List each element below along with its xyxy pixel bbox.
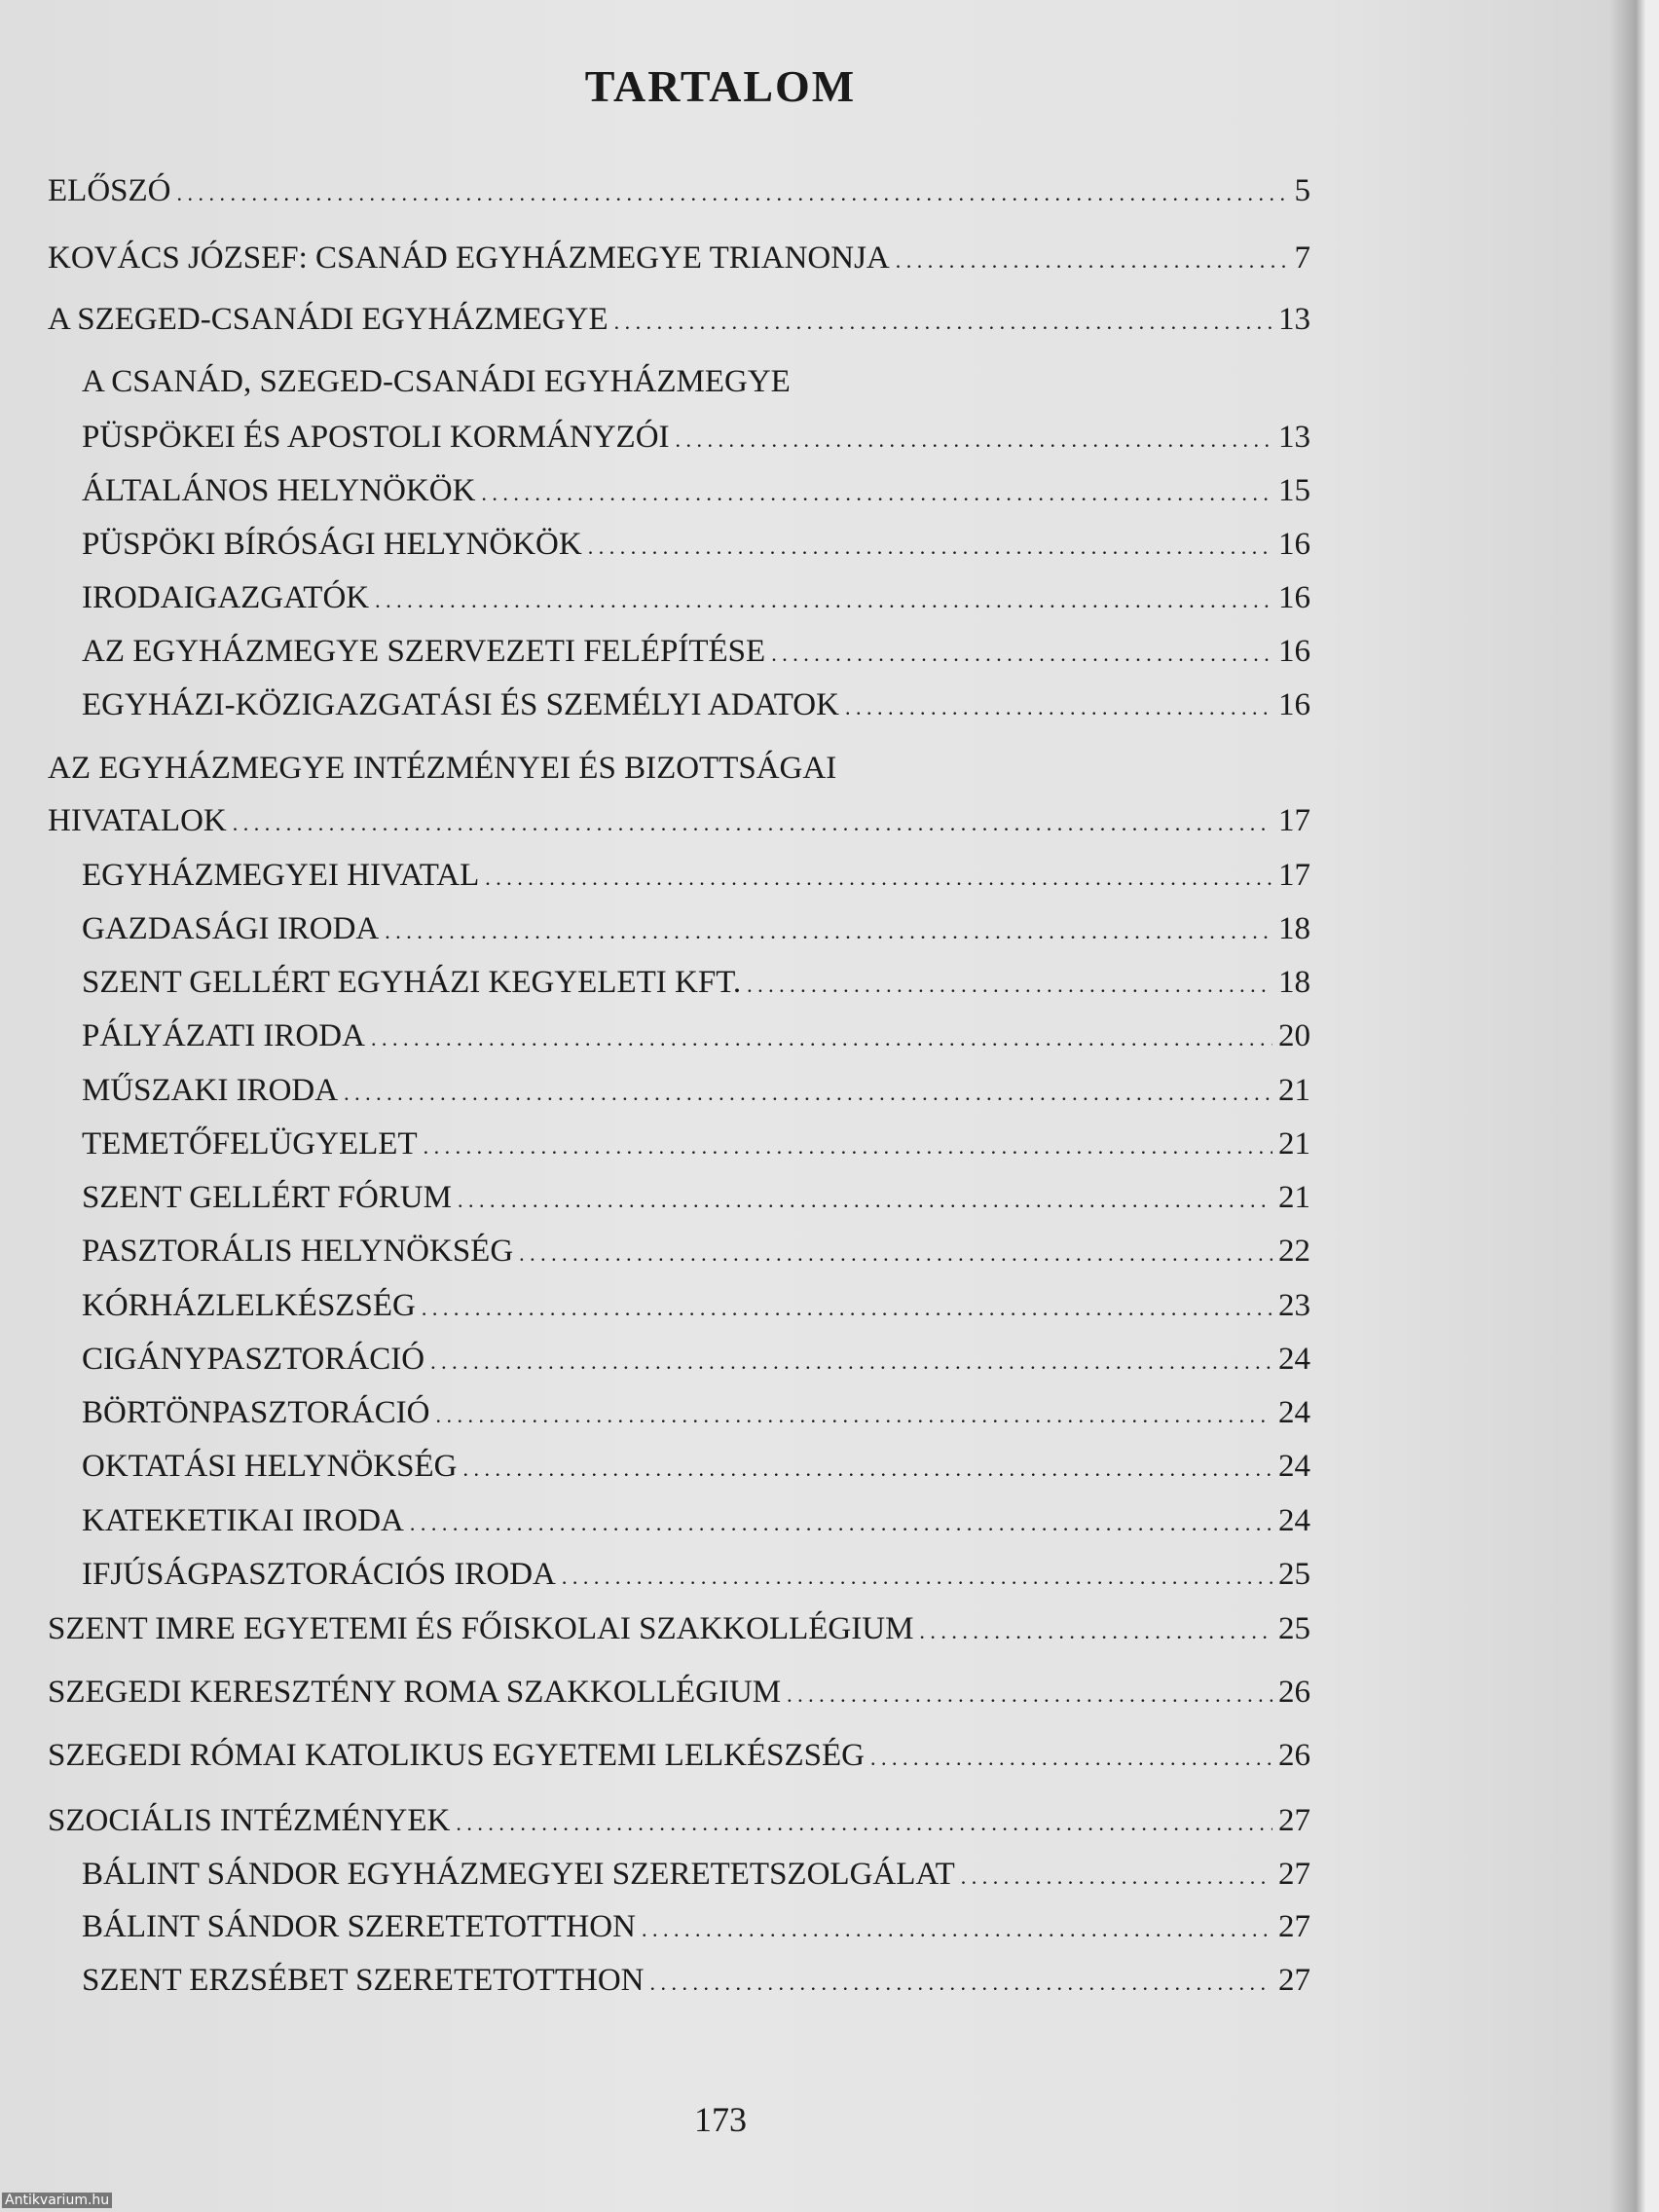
toc-entry-page: 24: [1278, 1395, 1310, 1430]
toc-entry-label: TEMETŐFELÜGYELET: [82, 1126, 418, 1161]
toc-entry-page: 26: [1278, 1738, 1310, 1773]
dot-leader: [588, 525, 1272, 567]
toc-entry: [48, 1609, 1310, 1648]
dot-leader: [919, 1609, 1272, 1651]
toc-entry: [82, 1340, 1310, 1379]
toc-entry-label: IRODAIGAZGATÓK: [82, 580, 370, 615]
dot-leader: [430, 1340, 1272, 1382]
dot-leader: [562, 1555, 1272, 1597]
dot-leader: [375, 578, 1272, 620]
page-title: TARTALOM: [584, 61, 857, 111]
page-number: 173: [694, 2100, 747, 2139]
toc-entry-page: 23: [1278, 1288, 1310, 1323]
dot-leader: [845, 685, 1272, 727]
dot-leader: [462, 1447, 1272, 1489]
toc-entry-label: SZENT ERZSÉBET SZERETETOTTHON: [82, 1963, 645, 1998]
toc-entry-label: AZ EGYHÁZMEGYE SZERVEZETI FELÉPÍTÉSE: [82, 634, 766, 669]
toc-entry-label: BÁLINT SÁNDOR EGYHÁZMEGYEI SZERETETSZOLGÁLAT: [82, 1857, 955, 1892]
toc-entry-label: EGYHÁZMEGYEI HIVATAL: [82, 858, 480, 893]
toc-entry-page: 21: [1278, 1126, 1310, 1161]
dot-leader: [410, 1501, 1272, 1543]
toc-entry-page: 7: [1294, 240, 1310, 276]
dot-leader: [961, 1855, 1272, 1897]
toc-entry: [48, 1801, 1310, 1840]
toc-entry: [82, 1232, 1310, 1271]
toc-entry-label: OKTATÁSI HELYNÖKSÉG: [82, 1449, 458, 1484]
toc-entry: [82, 1178, 1310, 1217]
dot-leader: [519, 1232, 1272, 1273]
dot-leader: [771, 632, 1272, 674]
toc-entry: [48, 171, 1310, 210]
toc-entry-label: KÓRHÁZLELKÉSZSÉG: [82, 1288, 416, 1323]
toc-entry: [82, 856, 1310, 895]
toc-entry: [48, 749, 1310, 788]
toc-entry-label: BÖRTÖNPASZTORÁCIÓ: [82, 1395, 430, 1430]
toc-entry: [82, 1555, 1310, 1594]
toc-entry-page: 16: [1278, 634, 1310, 669]
toc-entry-label: SZENT IMRE EGYETEMI ÉS FŐISKOLAI SZAKKOLLÉGIUM: [48, 1611, 914, 1646]
toc-entry: [82, 1961, 1310, 2000]
toc-entry-page: 13: [1278, 302, 1310, 337]
toc-entry: [82, 963, 1310, 1002]
toc-entry: [82, 685, 1310, 724]
dot-leader: [456, 1801, 1272, 1843]
toc-entry-page: 18: [1278, 965, 1310, 1000]
toc-entry: [82, 418, 1310, 457]
dot-leader: [485, 856, 1272, 898]
toc-entry-label: SZENT GELLÉRT FÓRUM: [82, 1180, 452, 1215]
dot-leader: [233, 801, 1272, 843]
toc-entry-label: MŰSZAKI IRODA: [82, 1073, 339, 1108]
dot-leader: [896, 239, 1285, 280]
dot-leader: [424, 1124, 1272, 1166]
toc-entry-page: 24: [1278, 1342, 1310, 1377]
toc-entry: [82, 578, 1310, 617]
toc-entry-page: 16: [1278, 580, 1310, 615]
toc-entry: [82, 1016, 1310, 1055]
toc-entry: [48, 1673, 1310, 1712]
toc-entry-page: 27: [1278, 1857, 1310, 1892]
toc-entry: [82, 1907, 1310, 1946]
toc-entry-label: SZEGEDI KERESZTÉNY ROMA SZAKKOLLÉGIUM: [48, 1675, 782, 1710]
toc-entry: [48, 239, 1310, 277]
toc-entry-page: 25: [1278, 1557, 1310, 1592]
toc-entry-label: ÁLTALÁNOS HELYNÖKÖK: [82, 473, 476, 508]
toc-entry-page: 17: [1278, 858, 1310, 893]
dot-leader: [642, 1907, 1272, 1949]
toc-entry-page: 18: [1278, 911, 1310, 946]
toc-entry-label: A SZEGED-CSANÁDI EGYHÁZMEGYE: [48, 302, 608, 337]
toc-entry-page: 27: [1278, 1963, 1310, 1998]
dot-leader: [870, 1736, 1272, 1778]
toc-entry-label: PASZTORÁLIS HELYNÖKSÉG: [82, 1234, 514, 1269]
toc-entry-label: KATEKETIKAI IRODA: [82, 1503, 404, 1538]
toc-entry-page: 5: [1294, 173, 1310, 208]
dot-leader: [177, 171, 1286, 213]
toc-entry-label: KOVÁCS JÓZSEF: CSANÁD EGYHÁZMEGYE TRIANONJA: [48, 240, 890, 276]
toc-entry-page: 13: [1278, 420, 1310, 455]
toc-entry-page: 26: [1278, 1675, 1310, 1710]
toc-entry-label: BÁLINT SÁNDOR SZERETETOTTHON: [82, 1909, 636, 1944]
dot-leader: [787, 1673, 1272, 1714]
dot-leader: [676, 418, 1272, 460]
toc-entry-label: AZ EGYHÁZMEGYE INTÉZMÉNYEI ÉS BIZOTTSÁGAI: [48, 751, 837, 786]
dot-leader: [481, 471, 1272, 513]
toc-entry-label: SZOCIÁLIS INTÉZMÉNYEK: [48, 1803, 451, 1838]
toc-entry-label: SZENT GELLÉRT EGYHÁZI KEGYELETI KFT.: [82, 965, 742, 1000]
toc-entry: [82, 1286, 1310, 1325]
toc-entry: [82, 1071, 1310, 1110]
toc-entry-label: IFJÚSÁGPASZTORÁCIÓS IRODA: [82, 1557, 556, 1592]
toc-entry: [82, 525, 1310, 564]
dot-leader: [344, 1071, 1272, 1113]
toc-entry-page: 24: [1278, 1503, 1310, 1538]
toc-entry-label: HIVATALOK: [48, 803, 227, 838]
toc-entry-page: 20: [1278, 1018, 1310, 1053]
toc-entry: [82, 1393, 1310, 1432]
toc-entry-label: PÜSPÖKI BÍRÓSÁGI HELYNÖKÖK: [82, 527, 582, 562]
toc-entry: [48, 300, 1310, 339]
dot-leader: [422, 1286, 1272, 1328]
toc-entry-label: EGYHÁZI-KÖZIGAZGATÁSI ÉS SZEMÉLYI ADATOK: [82, 687, 839, 722]
toc-entry: [82, 362, 1310, 401]
dot-leader: [458, 1178, 1272, 1220]
toc-entry: [48, 1736, 1310, 1775]
toc-entry-label: PÁLYÁZATI IRODA: [82, 1018, 365, 1053]
toc-entry-page: 16: [1278, 527, 1310, 562]
toc-entry: [82, 1124, 1310, 1163]
toc-entry: [82, 909, 1310, 948]
dot-leader: [747, 963, 1272, 1005]
watermark: Antikvarium.hu: [2, 2193, 112, 2208]
toc-entry: [82, 1855, 1310, 1894]
dot-leader: [385, 909, 1272, 951]
toc-entry: [82, 632, 1310, 671]
toc-entry-page: 21: [1278, 1180, 1310, 1215]
toc-entry-page: 24: [1278, 1449, 1310, 1484]
toc-entry: [48, 801, 1310, 840]
toc-entry-page: 22: [1278, 1234, 1310, 1269]
toc-entry-label: CIGÁNYPASZTORÁCIÓ: [82, 1342, 425, 1377]
toc-entry: [82, 1501, 1310, 1540]
dot-leader: [435, 1393, 1272, 1435]
toc-entry-page: 17: [1278, 803, 1310, 838]
dot-leader: [649, 1961, 1272, 2003]
toc-entry-label: ELŐSZÓ: [48, 173, 171, 208]
toc-entry-label: PÜSPÖKEI ÉS APOSTOLI KORMÁNYZÓI: [82, 420, 670, 455]
toc-entry-page: 15: [1278, 473, 1310, 508]
dot-leader: [371, 1016, 1272, 1058]
toc-entry-page: 25: [1278, 1611, 1310, 1646]
toc-entry-label: GAZDASÁGI IRODA: [82, 911, 380, 946]
toc-entry-page: 27: [1278, 1803, 1310, 1838]
toc-entry-label: SZEGEDI RÓMAI KATOLIKUS EGYETEMI LELKÉSZSÉG: [48, 1738, 865, 1773]
toc-entry-label: A CSANÁD, SZEGED-CSANÁDI EGYHÁZMEGYE: [82, 364, 791, 399]
toc-entry-page: 21: [1278, 1073, 1310, 1108]
dot-leader: [614, 300, 1272, 342]
toc-entry-page: 16: [1278, 687, 1310, 722]
toc-entry-page: 27: [1278, 1909, 1310, 1944]
toc-entry: [82, 471, 1310, 510]
toc-entry: [82, 1447, 1310, 1486]
